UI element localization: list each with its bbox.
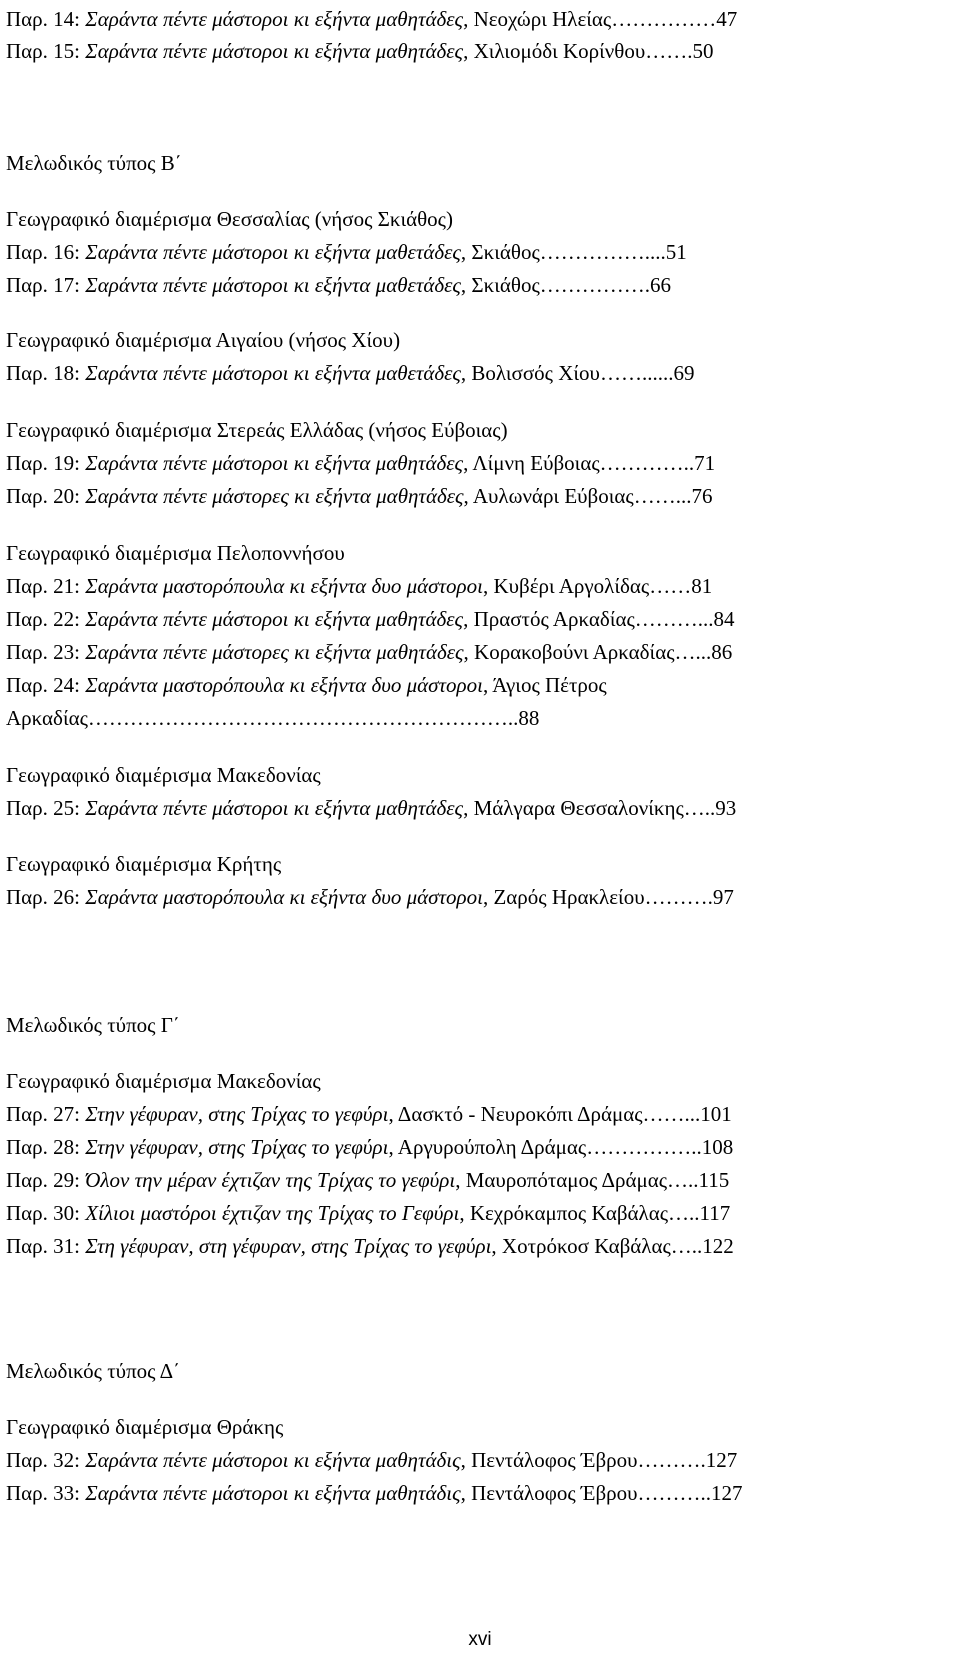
entry-title: Στη γέφυραν, στη γέφυραν, στης Τρίχας το γεφύρι <box>85 1234 492 1258</box>
entry-place: , Μαυροπόταμος Δράμας <box>455 1168 668 1192</box>
entry-number: Παρ. 15: <box>6 39 86 63</box>
entry-leader-page: ……………..108 <box>586 1135 734 1159</box>
entry-leader-page: ……...76 <box>633 484 713 508</box>
entry-leader-page: ……………....51 <box>539 240 687 264</box>
entry-title: Σαράντα μαστορόπουλα κι εξήντα δυο μάστοροι <box>85 673 483 697</box>
entry-number: Παρ. 17: <box>6 273 86 297</box>
entry-number: Παρ. 18: <box>6 361 86 385</box>
entry-place: , Ζαρός Ηρακλείου <box>482 885 645 909</box>
entry-title: Σαράντα πέντε μάστοροι κι εξήντα μαθητάδις <box>85 1481 461 1505</box>
entry-leader-page: ………..127 <box>637 1481 743 1505</box>
region-heading: Γεωγραφικό διαμέρισμα Μακεδονίας <box>6 763 321 787</box>
entry-leader-page: ……………………………………………………..88 <box>87 706 540 730</box>
toc-entry <box>6 38 714 64</box>
entry-title: Σαράντα πέντε μάστορες κι εξήντα μαθητάδες <box>85 640 464 664</box>
entry-number: Παρ. 24: <box>6 673 86 697</box>
region-heading: Γεωγραφικό διαμέρισμα Κρήτης <box>6 852 282 876</box>
toc-entry <box>6 639 732 665</box>
toc-entry <box>6 483 712 509</box>
toc-entry <box>6 1101 732 1127</box>
entry-place: , Πεντάλοφος Έβρου <box>460 1481 638 1505</box>
entry-place: , Κυβέρι Αργολίδας <box>482 574 650 598</box>
toc-entry <box>6 1233 734 1259</box>
entry-leader-page: …...86 <box>674 640 733 664</box>
toc-entry <box>6 6 737 32</box>
toc-entry-continuation <box>6 705 539 731</box>
entry-leader-page: …..122 <box>670 1234 734 1258</box>
entry-title: Στην γέφυραν, στης Τρίχας το γεφύρι <box>85 1102 389 1126</box>
entry-leader-page: ……………47 <box>611 7 738 31</box>
toc-entry <box>6 1134 733 1160</box>
entry-title: Όλον την μέραν έχτιζαν της Τρίχας το γεφύρι <box>85 1168 456 1192</box>
entry-leader-page: …………….66 <box>539 273 672 297</box>
toc-entry <box>6 1167 729 1193</box>
entry-number: Παρ. 19: <box>6 451 86 475</box>
entry-leader-page: …..117 <box>668 1201 731 1225</box>
entry-number: Παρ. 22: <box>6 607 86 631</box>
section-heading: Μελωδικός τύπος Γ΄ <box>6 1013 180 1037</box>
section-heading: Μελωδικός τύπος Δ΄ <box>6 1359 181 1383</box>
entry-leader-page: …..115 <box>667 1168 730 1192</box>
section-heading: Μελωδικός τύπος Β΄ <box>6 151 182 175</box>
entry-place: , Λίμνη Εύβοιας <box>463 451 600 475</box>
toc-entry <box>6 239 687 265</box>
region-heading: Γεωγραφικό διαμέρισμα Αιγαίου (νήσος Χίου) <box>6 328 401 352</box>
toc-entry <box>6 1480 743 1506</box>
entry-number: Παρ. 33: <box>6 1481 86 1505</box>
entry-place: , Βολισσός Χίου <box>460 361 600 385</box>
entry-place: , Κορακοβούνι Αρκαδίας <box>463 640 675 664</box>
toc-entry <box>6 884 734 910</box>
entry-number: Παρ. 32: <box>6 1448 86 1472</box>
entry-place: , Χοτρόκοσ Καβάλας <box>491 1234 671 1258</box>
entry-title: Σαράντα πέντε μάστοροι κι εξήντα μαθητάδες <box>85 796 464 820</box>
entry-number: Παρ. 29: <box>6 1168 86 1192</box>
entry-number: Παρ. 20: <box>6 484 86 508</box>
entry-place: , Πραστός Αρκαδίας <box>463 607 635 631</box>
region-heading: Γεωγραφικό διαμέρισμα Θράκης <box>6 1415 284 1439</box>
entry-leader-page: …………..71 <box>599 451 716 475</box>
toc-entry <box>6 573 712 599</box>
entry-place: , Άγιος Πέτρος <box>482 673 607 697</box>
entry-place: Αρκαδίας <box>6 706 88 730</box>
entry-title: Σαράντα πέντε μάστοροι κι εξήντα μαθητάδις <box>85 1448 461 1472</box>
entry-title: Σαράντα πέντε μάστοροι κι εξήντα μαθετάδες <box>85 273 461 297</box>
region-heading: Γεωγραφικό διαμέρισμα Πελοποννήσου <box>6 541 345 565</box>
entry-number: Παρ. 27: <box>6 1102 86 1126</box>
region-heading: Γεωγραφικό διαμέρισμα Θεσσαλίας (νήσος Σκιάθος) <box>6 207 453 231</box>
toc-entry <box>6 450 715 476</box>
entry-number: Παρ. 28: <box>6 1135 86 1159</box>
entry-number: Παρ. 23: <box>6 640 86 664</box>
entry-title: Σαράντα πέντε μάστοροι κι εξήντα μαθητάδες <box>85 607 464 631</box>
entry-number: Παρ. 21: <box>6 574 86 598</box>
toc-entry <box>6 606 735 632</box>
entry-number: Παρ. 30: <box>6 1201 86 1225</box>
entry-place: , Σκιάθος <box>460 240 540 264</box>
toc-entry <box>6 1200 730 1226</box>
region-heading: Γεωγραφικό διαμέρισμα Μακεδονίας <box>6 1069 321 1093</box>
entry-title: Σαράντα πέντε μάστοροι κι εξήντα μαθετάδες <box>85 240 461 264</box>
entry-leader-page: ……81 <box>649 574 713 598</box>
entry-leader-page: ………...84 <box>634 607 735 631</box>
entry-place: , Κεχρόκαμπος Καβάλας <box>459 1201 669 1225</box>
entry-title: Σαράντα πέντε μάστοροι κι εξήντα μαθητάδες <box>85 7 464 31</box>
entry-title: Σαράντα μαστορόπουλα κι εξήντα δυο μάστοροι <box>85 885 483 909</box>
entry-place: , Σκιάθος <box>460 273 540 297</box>
entry-leader-page: ……….97 <box>644 885 734 909</box>
entry-title: Σαράντα πέντε μάστοροι κι εξήντα μαθητάδες <box>85 39 464 63</box>
entry-number: Παρ. 16: <box>6 240 86 264</box>
entry-leader-page: ……......69 <box>599 361 695 385</box>
entry-title: Χίλιοι μαστόροι έχτιζαν της Τρίχας το Γεφύρι <box>85 1201 460 1225</box>
entry-place: , Μάλγαρα Θεσσαλονίκης <box>463 796 684 820</box>
entry-title: Σαράντα πέντε μάστοροι κι εξήντα μαθετάδες <box>85 361 461 385</box>
toc-entry <box>6 360 694 386</box>
entry-number: Παρ. 31: <box>6 1234 86 1258</box>
entry-leader-page: ……...101 <box>642 1102 732 1126</box>
entry-number: Παρ. 14: <box>6 7 86 31</box>
entry-number: Παρ. 26: <box>6 885 86 909</box>
entry-number: Παρ. 25: <box>6 796 86 820</box>
toc-entry <box>6 1447 737 1473</box>
entry-title: Στην γέφυραν, στης Τρίχας το γεφύρι <box>85 1135 389 1159</box>
entry-title: Σαράντα πέντε μάστορες κι εξήντα μαθητάδες <box>85 484 464 508</box>
entry-place: , Αργυρούπολη Δράμας <box>388 1135 587 1159</box>
entry-leader-page: …….50 <box>645 39 714 63</box>
entry-title: Σαράντα πέντε μάστοροι κι εξήντα μαθητάδες <box>85 451 464 475</box>
page-number: xvi <box>468 1629 492 1650</box>
region-heading: Γεωγραφικό διαμέρισμα Στερεάς Ελλάδας (νήσος Εύβοιας) <box>6 418 508 442</box>
toc-entry <box>6 795 736 821</box>
entry-place: , Χιλιομόδι Κορίνθου <box>463 39 646 63</box>
entry-place: , Αυλωνάρι Εύβοιας <box>463 484 634 508</box>
entry-place: , Πεντάλοφος Έβρου <box>460 1448 638 1472</box>
entry-place: , Δασκτό - Νευροκόπι Δράμας <box>388 1102 643 1126</box>
toc-entry <box>6 672 607 698</box>
entry-leader-page: ……….127 <box>637 1448 738 1472</box>
entry-leader-page: …..93 <box>683 796 737 820</box>
entry-title: Σαράντα μαστορόπουλα κι εξήντα δυο μάστοροι <box>85 574 483 598</box>
entry-place: , Νεοχώρι Ηλείας <box>463 7 612 31</box>
toc-entry <box>6 272 671 298</box>
